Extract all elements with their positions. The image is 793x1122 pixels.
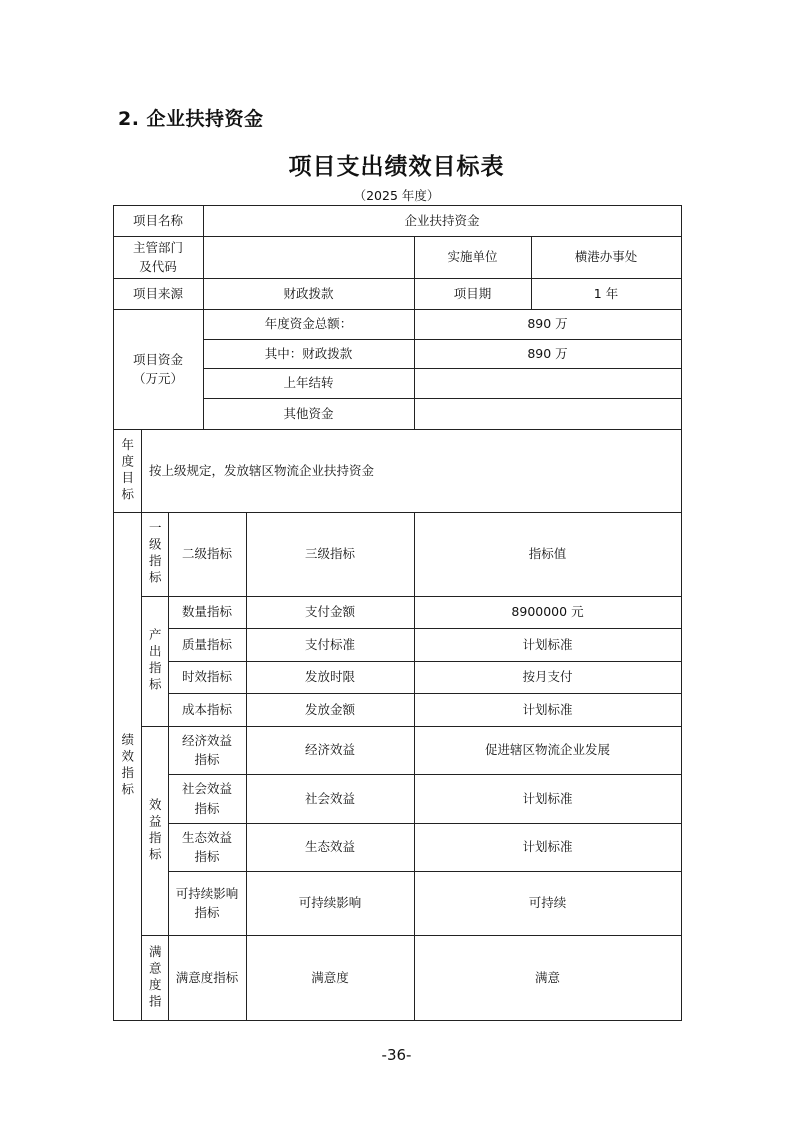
output-value: 计划标准 xyxy=(522,636,573,652)
funds-carryover-label: 上年结转 xyxy=(283,375,334,391)
output-level3: 支付金额 xyxy=(304,604,355,620)
unit-label: 实施单位 xyxy=(447,249,498,265)
satisfaction-level3: 满意度 xyxy=(311,969,349,985)
output-level2: 质量指标 xyxy=(181,636,232,652)
funds-total-label: 年度资金总额： xyxy=(264,316,353,332)
output-level3: 支付标准 xyxy=(304,636,355,652)
col-level1-header: 一级指标 xyxy=(147,521,163,587)
benefit-level2: 社会效益指标 xyxy=(181,781,232,816)
col-value-header: 指标值 xyxy=(528,546,567,562)
project-name-label: 项目名称 xyxy=(132,212,183,228)
dept-value xyxy=(203,236,414,278)
source-label: 项目来源 xyxy=(132,285,183,301)
section-heading: 2. 企业扶持资金 xyxy=(118,108,264,130)
benefit-group-label: 效益指标 xyxy=(147,797,163,864)
output-level2: 数量指标 xyxy=(181,604,232,620)
col-level3-header: 三级指标 xyxy=(304,546,355,562)
output-value: 8900000 元 xyxy=(511,604,584,620)
output-level3: 发放金额 xyxy=(304,701,355,717)
benefit-level3: 可持续影响 xyxy=(298,895,362,911)
funds-other-value xyxy=(414,398,681,429)
output-group-cell xyxy=(141,596,168,726)
benefit-level2: 生态效益指标 xyxy=(181,829,232,864)
performance-label-cell xyxy=(113,512,141,1020)
output-value: 计划标准 xyxy=(522,701,573,717)
benefit-level3: 经济效益 xyxy=(304,742,355,758)
funds-other-label: 其他资金 xyxy=(283,405,334,421)
output-level2: 时效指标 xyxy=(181,669,232,685)
performance-label: 绩效指标 xyxy=(119,733,135,799)
output-group-label: 产出指标 xyxy=(147,628,163,694)
funds-total-value: 890 万 xyxy=(527,316,568,332)
output-level3: 发放时限 xyxy=(304,669,355,685)
funds-carryover-value xyxy=(414,368,681,398)
funds-fiscal-value: 890 万 xyxy=(527,345,568,361)
funds-fiscal-label: 其中：财政拨款 xyxy=(264,345,353,361)
benefit-value: 计划标准 xyxy=(522,839,573,855)
unit-value: 横港办事处 xyxy=(574,249,638,265)
document-title: 项目支出绩效目标表 xyxy=(288,154,505,180)
satisfaction-level2: 满意度指标 xyxy=(175,969,239,985)
source-value: 财政拨款 xyxy=(283,285,334,301)
benefit-value: 可持续 xyxy=(528,895,567,911)
benefit-level3: 社会效益 xyxy=(304,790,355,806)
period-label: 项目期 xyxy=(453,285,492,301)
benefit-level2: 经济效益指标 xyxy=(181,732,232,767)
benefit-group-cell xyxy=(141,726,168,935)
benefit-value: 促进辖区物流企业发展 xyxy=(484,742,610,758)
col-level2-header: 二级指标 xyxy=(181,546,232,562)
document-year: （2025 年度） xyxy=(353,188,440,203)
satisfaction-group-label: 满意度指 xyxy=(147,944,163,1011)
dept-label: 主管部门及代码 xyxy=(132,239,183,274)
benefit-level3: 生态效益 xyxy=(304,839,355,855)
benefit-value: 计划标准 xyxy=(522,790,573,806)
satisfaction-value: 满意 xyxy=(534,969,560,985)
satisfaction-group-cell xyxy=(141,935,168,1020)
funds-label: 项目资金（万元） xyxy=(132,351,183,386)
page-number: -36- xyxy=(381,1046,412,1064)
output-level2: 成本指标 xyxy=(181,701,232,717)
project-name-value: 企业扶持资金 xyxy=(404,212,480,228)
period-value: 1 年 xyxy=(593,285,619,301)
output-value: 按月支付 xyxy=(522,669,573,685)
benefit-level2: 可持续影响指标 xyxy=(175,885,239,920)
annual-goal-text: 按上级规定，发放辖区物流企业扶持资金 xyxy=(149,462,375,478)
col-level1-cell xyxy=(141,512,168,596)
annual-goal-label-cell xyxy=(113,429,141,512)
annual-goal-label: 年度目标 xyxy=(119,437,135,504)
